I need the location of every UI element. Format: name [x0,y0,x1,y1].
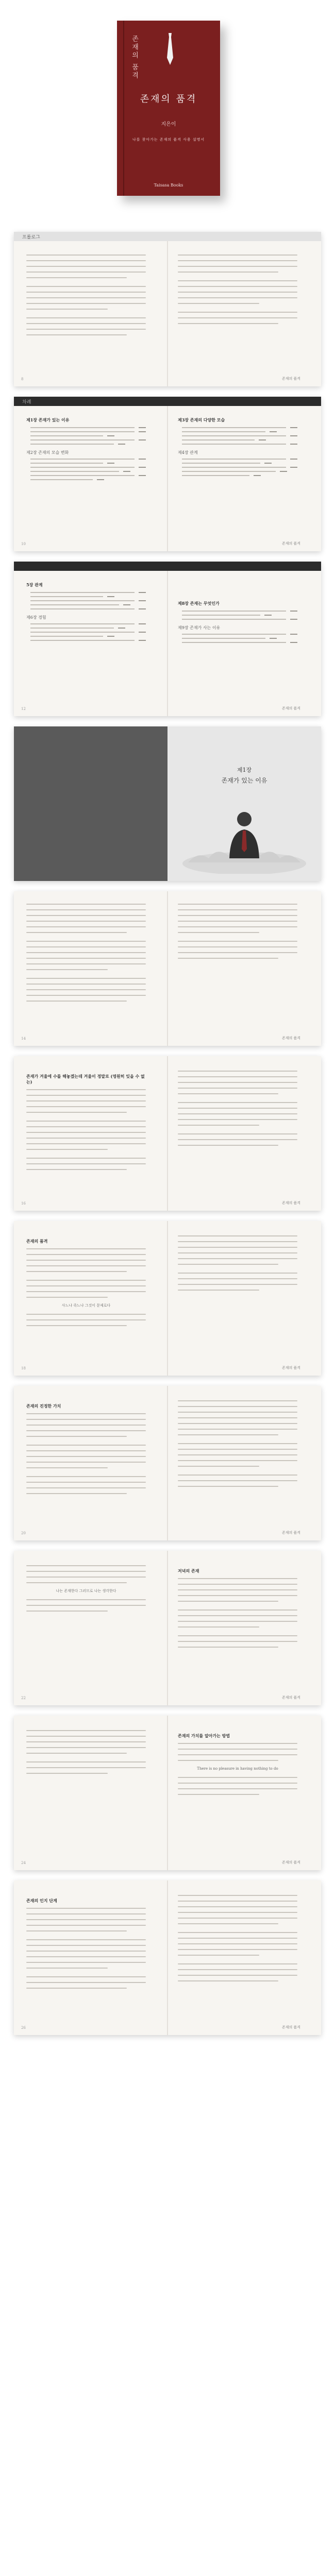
necktie-icon [166,33,174,65]
toc-chapter-heading: 제1장 존재가 있는 이유 [26,417,70,422]
running-footer: 존재의 품격 [281,1860,300,1865]
cover-author: 지은이 [161,122,176,127]
pull-quote: 사느냐 죽느냐 그것이 문제로다 [61,1303,111,1308]
page-number: 24 [21,1861,26,1865]
page-spread-content-3 [14,1221,321,1376]
page-spread-content-7 [14,1880,321,2035]
toc-item[interactable] [30,640,146,641]
page-gutter [167,1056,168,1211]
page-spread-content-2 [14,1056,321,1211]
right-page-text [178,255,297,329]
page-spread-content-1 [14,891,321,1046]
toc-item[interactable] [30,467,146,468]
left-page-text [26,1565,146,1616]
page-gutter [167,232,168,386]
toc-left [26,579,146,644]
toc-item[interactable] [30,632,146,633]
toc-item[interactable] [30,608,146,609]
page-gutter [167,891,168,1046]
toc-item[interactable] [30,479,146,480]
chapter-dark-page [14,726,167,881]
toc-item[interactable] [182,642,297,643]
right-page-text [178,1895,297,1986]
toc-chapter-heading: 제9장 존재가 사는 이유 [178,625,221,630]
toc-item[interactable] [182,467,297,468]
page-spread-toc-continued [14,562,321,716]
toc-item[interactable] [30,463,146,464]
left-page-text [26,1730,146,1778]
page-spread-content-5 [14,1551,321,1705]
toc-item[interactable] [30,459,146,460]
toc-item[interactable] [182,427,297,428]
page-spread-toc [14,397,321,551]
page-number: 26 [21,2026,26,2030]
pull-quote: There is no pleasure in having nothing to do [197,1767,278,1771]
page-number: 14 [21,1037,26,1041]
section-heading: 존재의 가치를 알아가는 방법 [178,1733,230,1738]
right-page-text [178,1730,297,1800]
toc-chapter-heading: 제8장 존재는 무엇인가 [178,601,220,606]
running-footer: 존재의 품격 [281,1531,300,1535]
page-number: 10 [21,542,26,546]
toc-item[interactable] [30,439,146,440]
left-page-text [26,255,146,340]
toc-item[interactable] [30,596,146,597]
toc-chapter-heading: 제4장 관계 [178,450,198,455]
toc-item[interactable] [30,471,146,472]
running-footer: 존재의 품격 [281,1201,300,1205]
page-gutter [167,1386,168,1540]
toc-item[interactable] [182,435,297,436]
book-cover [117,21,220,196]
cover-title: 존재의 품격 [140,94,197,105]
right-page-text [178,904,297,963]
page-number: 12 [21,707,26,711]
toc-right [178,414,297,479]
section-heading: 존재의 진정한 가치 [26,1403,61,1409]
toc-item[interactable] [182,638,297,639]
toc-item[interactable] [30,592,146,593]
cover-publisher: Taisasa Books [154,183,183,188]
page-number: 16 [21,1201,26,1206]
toc-item[interactable] [182,471,297,472]
section-band [14,232,321,241]
book-cover-section [0,0,335,232]
page-spread-content-6 [14,1716,321,1870]
running-footer: 존재의 품격 [281,377,300,381]
page-gutter [167,562,168,716]
toc-item[interactable] [182,611,297,612]
section-title: 차례 [22,400,31,405]
toc-chapter-heading: 5장 관계 [26,582,43,587]
page-gutter [167,1221,168,1376]
page-spread-prologue [14,232,321,386]
chapter-opener-spread [14,726,321,881]
toc-item[interactable] [182,431,297,432]
running-footer: 존재의 품격 [281,1696,300,1700]
page-number: 22 [21,1696,26,1700]
toc-item[interactable] [30,628,146,629]
left-page-text [26,904,146,1006]
toc-right [178,598,297,646]
right-page-text [178,1400,297,1492]
left-page-text [26,1895,146,1993]
page-number: 8 [21,377,24,381]
toc-chapter-heading: 제3장 존재의 다양한 모습 [178,417,225,422]
right-page-text [178,1071,297,1150]
cover-tagline: 나를 찾아가는 존재의 품격 사용 설명서 [132,138,205,142]
toc-item[interactable] [182,444,297,445]
left-page-text [26,1400,146,1499]
chapter-label: 제1장 [237,767,252,773]
chapter-title: 존재가 있는 이유 [221,777,267,784]
left-page-text [26,1235,146,1331]
section-heading: 존재가 겨울에 수를 해놓겠는데 겨울이 정말로 (영원히 잊을 수 없는) [26,1074,145,1084]
toc-item[interactable] [30,623,146,624]
section-heading: 저녁의 존재 [178,1568,199,1573]
toc-chapter-heading: 제6장 경험 [26,615,46,620]
section-heading: 존재의 품격 [26,1239,48,1244]
running-footer: 존재의 품격 [281,2025,300,2029]
section-band [14,397,321,406]
spine-title: 존재의 품격 [130,35,138,80]
toc-item[interactable] [182,439,297,440]
running-footer: 존재의 품격 [281,1366,300,1370]
pull-quote: 나는 존재한다 그러므로 나는 생각한다 [56,1589,116,1593]
toc-item[interactable] [30,444,146,445]
toc-item[interactable] [30,600,146,601]
toc-item[interactable] [30,431,146,432]
toc-item[interactable] [30,604,146,605]
page-number: 20 [21,1531,26,1535]
toc-item[interactable] [30,475,146,476]
toc-left [26,414,146,483]
book-spine [123,21,124,196]
page-spread-content-4 [14,1386,321,1540]
toc-item[interactable] [182,634,297,635]
toc-chapter-heading: 제2장 존재의 모습 변화 [26,450,69,455]
toc-item[interactable] [182,459,297,460]
right-page-text [178,1235,297,1295]
toc-item[interactable] [30,427,146,428]
page-gutter [167,1880,168,2035]
page-gutter [167,1716,168,1870]
section-title: 프롤로그 [22,235,40,240]
right-page-text [178,1565,297,1652]
page-gutter [167,397,168,551]
toc-item[interactable] [182,463,297,464]
section-heading: 존재의 인지 단계 [26,1898,57,1903]
running-footer: 존재의 품격 [281,706,300,710]
businessman-illustration [167,802,321,874]
page-number: 18 [21,1366,26,1370]
toc-item[interactable] [182,615,297,616]
toc-item[interactable] [30,435,146,436]
toc-item[interactable] [182,475,297,476]
running-footer: 존재의 품격 [281,541,300,546]
section-band [14,562,321,571]
running-footer: 존재의 품격 [281,1036,300,1040]
toc-item[interactable] [30,636,146,637]
page-gutter [167,1551,168,1705]
toc-item[interactable] [182,619,297,620]
left-page-text [26,1071,146,1175]
